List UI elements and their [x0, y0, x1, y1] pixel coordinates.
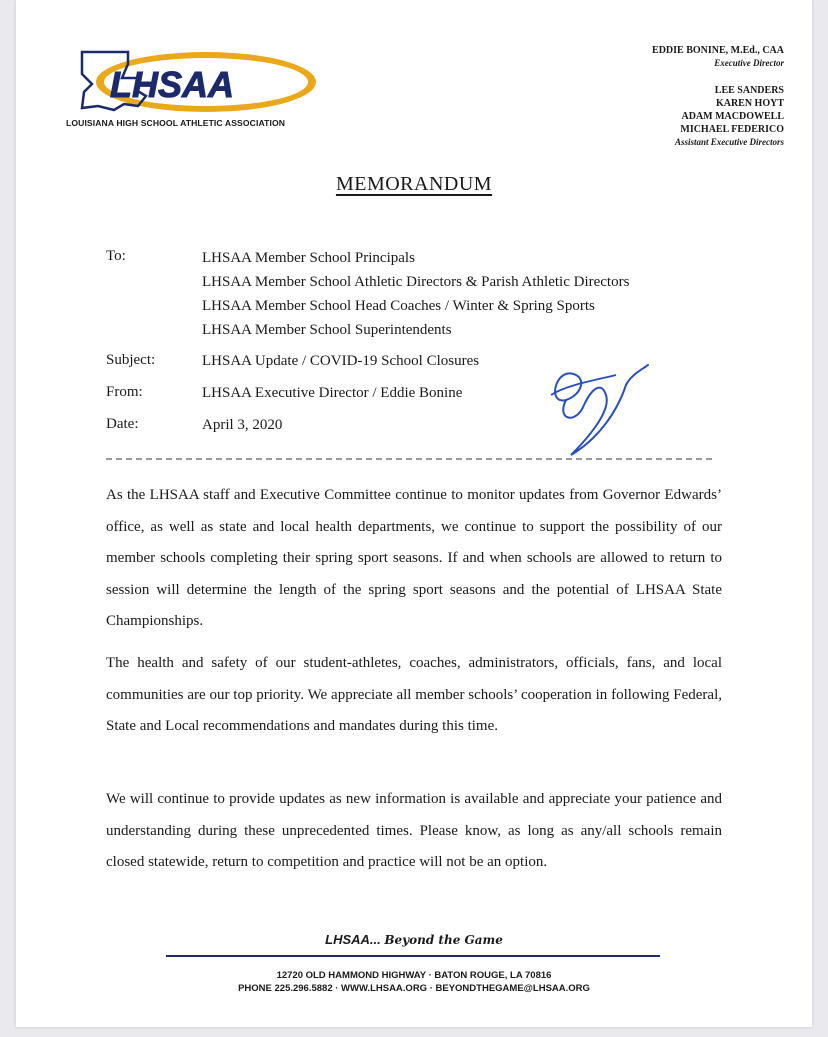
street-address: 12720 OLD HAMMOND HIGHWAY · BATON ROUGE, LA 70816 [276, 970, 552, 981]
footer-address [16, 969, 812, 995]
svg-text:LHSAA: LHSAA [110, 64, 234, 105]
assistant-name: LEE SANDERS [714, 85, 784, 96]
signature-mark [536, 345, 656, 465]
tagline-script: Beyond the Game [384, 933, 503, 947]
to-label: To: [106, 248, 126, 264]
assistant-name: KAREN HOYT [715, 98, 784, 109]
contact-line: PHONE 225.296.5882 · WWW.LHSAA.ORG · BEYONDTHEGAME@LHSAA.ORG [238, 983, 590, 994]
staff-block [524, 44, 784, 149]
date-value: April 3, 2020 [202, 417, 283, 433]
recipient: LHSAA Member School Head Coaches / Winter & Spring Sports [202, 298, 595, 314]
section-divider [106, 458, 712, 460]
assistant-name: MICHAEL FEDERICO [680, 124, 784, 135]
body-paragraph-1: As the LHSAA staff and Executive Committee continue to monitor updates from Governor Edwards’ office, as well as state and local health departments, we continue to support the possibility of our member schools completing their spring sport seasons. If and when schools are allowed to return to session will determine the length of the spring sport seasons and the potential of LHSAA State Championships. [106, 487, 722, 629]
footer-tagline [16, 932, 812, 947]
body-paragraph-2: The health and safety of our student-athletes, coaches, administrators, officials, fans, and local communities are our top priority. We appreciate all member schools’ cooperation in following Federal, State and Local recommendations and mandates during this time. [106, 655, 722, 734]
executive-director-name: EDDIE BONINE, M.Ed., CAA [652, 45, 784, 56]
date-label: Date: [106, 416, 139, 432]
subject-value: LHSAA Update / COVID-19 School Closures [202, 353, 480, 369]
memo-title: MEMORANDUM [335, 173, 493, 195]
org-name: LOUISIANA HIGH SCHOOL ATHLETIC ASSOCIATION [66, 118, 286, 128]
from-label: From: [106, 384, 143, 400]
recipient: LHSAA Member School Superintendents [202, 322, 452, 338]
executive-director-role: Executive Director [714, 58, 784, 68]
assistants-role: Assistant Executive Directors [674, 137, 784, 147]
from-value: LHSAA Executive Director / Eddie Bonine [202, 385, 463, 401]
subject-label: Subject: [106, 352, 156, 368]
memo-page [16, 0, 812, 1027]
to-recipients [202, 246, 629, 342]
footer-rule [166, 955, 660, 957]
tagline-text: LHSAA... [325, 932, 381, 947]
recipient: LHSAA Member School Principals [202, 250, 415, 266]
body-paragraph-3: We will continue to provide updates as new information is available and appreciate your patience and understanding during these unprecedented times. Please know, as long as any/all schools remain closed statewide, return to competition and practice will not be an option. [106, 791, 722, 870]
recipient: LHSAA Member School Athletic Directors & Parish Athletic Directors [202, 274, 630, 290]
assistant-name: ADAM MACDOWELL [681, 111, 784, 122]
